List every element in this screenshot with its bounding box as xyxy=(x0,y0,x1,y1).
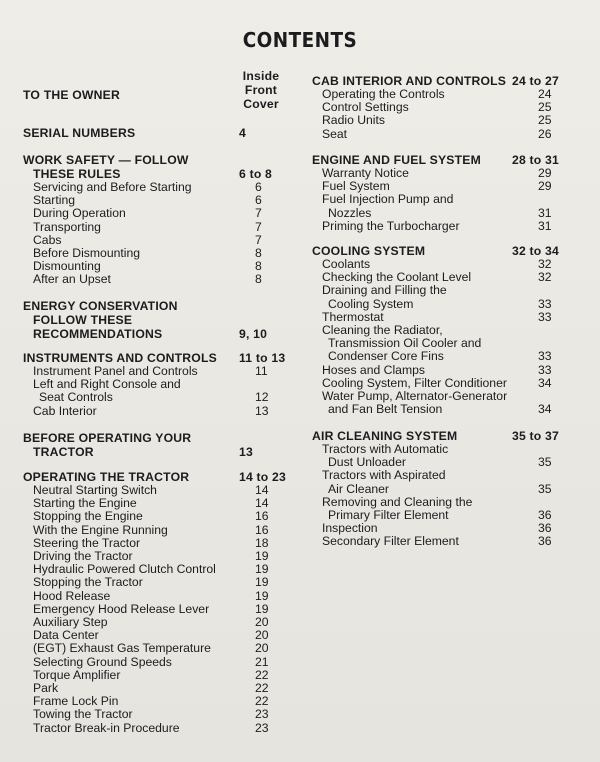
toc-entry-title: Seat Controls xyxy=(39,390,113,405)
toc-entry xyxy=(23,510,283,523)
toc-entry xyxy=(312,496,587,522)
toc-entry-title: Seat xyxy=(322,126,348,141)
toc-entry-page: 7 xyxy=(255,206,262,221)
section-heading-line: TO THE OWNER xyxy=(23,88,120,102)
section-heading xyxy=(312,153,587,167)
toc-entry-page: 32 xyxy=(538,257,552,271)
toc-entry-title: Instrument Panel and Controls xyxy=(33,364,198,378)
toc-entry xyxy=(23,221,283,234)
toc-entry-title: Tractor Break-in Procedure xyxy=(33,720,180,735)
section-heading xyxy=(23,126,283,140)
toc-entry-title: Steering the Tractor xyxy=(33,535,141,550)
toc-section xyxy=(312,244,587,416)
section-items xyxy=(23,484,283,735)
toc-entry xyxy=(23,708,283,721)
section-heading xyxy=(312,244,587,258)
toc-entry-title: During Operation xyxy=(33,206,126,221)
toc-entry-title: Data Center xyxy=(33,628,99,643)
toc-entry xyxy=(312,469,587,495)
toc-entry-page: 32 xyxy=(538,270,552,285)
toc-entry-page: 8 xyxy=(255,272,262,287)
toc-entry-page: 6 xyxy=(255,180,262,194)
toc-entry-page: 20 xyxy=(255,628,269,643)
section-heading-line: FOLLOW THESE xyxy=(33,313,133,327)
toc-entry-page: 21 xyxy=(255,654,269,669)
toc-entry-page: 25 xyxy=(538,113,552,128)
toc-entry-title: Thermostat xyxy=(322,309,384,324)
toc-entry-title: Cabs xyxy=(33,232,62,247)
toc-entry-page: 18 xyxy=(255,535,269,550)
toc-entry xyxy=(23,590,283,603)
section-items xyxy=(312,443,587,549)
toc-entry-page: 33 xyxy=(538,362,552,377)
toc-entry-page: 6 xyxy=(255,193,262,208)
toc-entry xyxy=(23,656,283,669)
section-heading-line: OPERATING THE TRACTOR xyxy=(23,470,190,484)
toc-entry-title: Coolants xyxy=(322,257,371,271)
toc-entry-title: Condenser Core Fins xyxy=(328,349,444,364)
toc-entry-page: 23 xyxy=(255,720,269,735)
toc-entry-title: Hoses and Clamps xyxy=(322,362,425,377)
toc-entry-page: 26 xyxy=(538,126,552,141)
toc-entry-page: 25 xyxy=(538,100,552,115)
toc-entry-title: Removing and Cleaning the xyxy=(322,494,473,509)
toc-entry xyxy=(23,722,283,735)
toc-entry-page: 29 xyxy=(538,179,552,194)
toc-entry xyxy=(312,390,587,416)
section-items xyxy=(23,181,283,287)
toc-entry-page: 8 xyxy=(255,259,262,274)
toc-section xyxy=(23,126,283,140)
toc-entry xyxy=(312,284,587,310)
section-heading xyxy=(23,431,283,459)
toc-entry-title: and Fan Belt Tension xyxy=(328,402,443,417)
toc-section xyxy=(23,299,283,341)
toc-entry xyxy=(23,405,283,418)
toc-entry-title: Air Cleaner xyxy=(328,481,389,496)
toc-section xyxy=(23,69,283,111)
toc-entry-title: Radio Units xyxy=(322,113,385,128)
toc-entry-title: Control Settings xyxy=(322,100,409,115)
section-page: 24 to 27 xyxy=(512,74,559,88)
section-heading-line: AIR CLEANING SYSTEM xyxy=(312,429,458,443)
toc-entry-title: Emergency Hood Release Lever xyxy=(33,601,210,616)
toc-entry-title: Nozzles xyxy=(328,205,372,220)
toc-entry-title: Primary Filter Element xyxy=(328,508,449,523)
toc-entry xyxy=(312,128,587,141)
section-items xyxy=(312,258,587,416)
toc-entry-title: Tractors with Aspirated xyxy=(322,468,446,483)
toc-section xyxy=(23,470,286,735)
toc-entry-page: 19 xyxy=(255,588,269,603)
toc-entry xyxy=(23,669,283,682)
toc-entry-title: Water Pump, Alternator-Generator xyxy=(322,389,508,404)
toc-entry-title: Starting xyxy=(33,193,76,208)
toc-entry-page: 33 xyxy=(538,296,552,311)
toc-entry-title: Torque Amplifier xyxy=(33,667,121,682)
toc-entry-page: 19 xyxy=(255,575,269,590)
toc-entry-title: Cab Interior xyxy=(33,403,97,418)
toc-entry-title: Transmission Oil Cooler and xyxy=(328,336,482,351)
inside-front-cover-note xyxy=(231,69,291,111)
toc-entry xyxy=(312,364,587,377)
toc-entry-page: 36 xyxy=(538,508,552,523)
toc-entry-title: Dust Unloader xyxy=(328,455,406,470)
toc-entry-page: 8 xyxy=(255,246,262,261)
toc-entry xyxy=(312,535,587,548)
section-page: 13 xyxy=(239,445,253,459)
section-heading xyxy=(23,69,283,111)
section-page: 6 to 8 xyxy=(239,167,273,181)
toc-entry-page: 20 xyxy=(255,615,269,630)
toc-section xyxy=(23,351,286,418)
toc-entry-page: 7 xyxy=(255,232,262,247)
section-items xyxy=(312,88,587,141)
toc-entry-title: Warranty Notice xyxy=(322,166,409,180)
section-heading-line: CAB INTERIOR AND CONTROLS xyxy=(312,74,507,88)
toc-entry-title: Cleaning the Radiator, xyxy=(322,323,443,338)
toc-entry-page: 22 xyxy=(255,667,269,682)
toc-entry-title: Park xyxy=(33,681,59,696)
toc-entry xyxy=(23,642,283,655)
toc-entry-page: 24 xyxy=(538,87,552,101)
toc-entry-title: Neutral Starting Switch xyxy=(33,483,157,497)
toc-entry-page: 16 xyxy=(255,509,269,524)
toc-entry-title: Before Dismounting xyxy=(33,246,141,261)
toc-entry-title: (EGT) Exhaust Gas Temperature xyxy=(33,641,211,656)
toc-entry xyxy=(312,193,587,219)
toc-entry-title: Transporting xyxy=(33,219,101,234)
toc-entry-title: Cooling System, Filter Conditioner xyxy=(322,375,507,390)
toc-entry-page: 33 xyxy=(538,349,552,364)
toc-entry-page: 23 xyxy=(255,707,269,722)
toc-entry-page: 31 xyxy=(538,205,552,220)
cover-note-line: Front xyxy=(244,83,278,97)
toc-entry-title: Towing the Tractor xyxy=(33,707,133,722)
toc-section xyxy=(23,431,283,459)
toc-entry-page: 34 xyxy=(538,402,552,417)
toc-entry-title: Cooling System xyxy=(328,296,414,311)
toc-entry-page: 19 xyxy=(255,601,269,616)
section-heading-line: ENERGY CONSERVATION xyxy=(23,299,178,313)
section-page: 11 to 13 xyxy=(239,351,286,365)
section-heading-line: TRACTOR xyxy=(33,445,94,459)
section-page: 32 to 34 xyxy=(512,244,559,258)
section-page: 14 to 23 xyxy=(239,470,286,484)
section-page: 28 to 31 xyxy=(512,153,559,167)
toc-entry-title: Left and Right Console and xyxy=(33,377,181,392)
toc-entry-page: 19 xyxy=(255,562,269,577)
toc-entry-title: Auxiliary Step xyxy=(33,615,108,630)
toc-entry-title: Starting the Engine xyxy=(33,496,137,511)
section-heading-line: THESE RULES xyxy=(33,167,121,181)
section-heading xyxy=(23,153,283,181)
toc-entry-title: Stopping the Engine xyxy=(33,509,143,524)
toc-entry-title: Selecting Ground Speeds xyxy=(33,654,172,669)
toc-section xyxy=(312,429,587,549)
cover-note-line: Inside xyxy=(242,69,280,83)
toc-entry xyxy=(312,443,587,469)
toc-entry xyxy=(312,324,587,364)
toc-entry-page: 33 xyxy=(538,309,552,324)
toc-entry-page: 7 xyxy=(255,219,262,234)
toc-entry xyxy=(23,273,283,286)
toc-entry-title: Tractors with Automatic xyxy=(322,442,449,456)
toc-entry-title: Operating the Controls xyxy=(322,87,445,101)
cover-note-line: Cover xyxy=(243,97,279,111)
toc-entry-title: After an Upset xyxy=(33,272,111,287)
toc-entry-title: Driving the Tractor xyxy=(33,549,133,564)
section-heading-line: RECOMMENDATIONS xyxy=(33,327,163,341)
toc-section xyxy=(312,153,587,233)
toc-entry-title: With the Engine Running xyxy=(33,522,168,537)
toc-entry xyxy=(23,524,283,537)
toc-entry-page: 22 xyxy=(255,694,269,709)
section-heading-line: INSTRUMENTS AND CONTROLS xyxy=(23,351,217,365)
section-heading-line: SERIAL NUMBERS xyxy=(23,126,136,140)
toc-entry-title: Hood Release xyxy=(33,588,111,603)
toc-entry-page: 34 xyxy=(538,375,552,390)
toc-entry-title: Fuel Injection Pump and xyxy=(322,192,454,207)
toc-entry-title: Priming the Turbocharger xyxy=(322,218,460,233)
section-heading xyxy=(312,74,587,88)
toc-entry-title: Fuel System xyxy=(322,179,390,194)
toc-entry-page: 31 xyxy=(538,218,552,233)
toc-entry xyxy=(23,207,283,220)
section-heading-line: COOLING SYSTEM xyxy=(312,244,426,258)
page-title: CONTENTS xyxy=(242,28,358,52)
toc-entry-page: 12 xyxy=(255,390,269,405)
section-items xyxy=(23,365,283,418)
toc-entry-title: Draining and Filling the xyxy=(322,283,447,298)
toc-entry-page: 14 xyxy=(255,483,269,497)
toc-entry xyxy=(312,220,587,233)
toc-entry-title: Hydraulic Powered Clutch Control xyxy=(33,562,216,577)
toc-entry-title: Servicing and Before Starting xyxy=(33,180,192,194)
toc-entry-page: 11 xyxy=(255,364,268,378)
toc-entry xyxy=(23,378,283,404)
section-heading-line: BEFORE OPERATING YOUR xyxy=(23,431,192,445)
section-heading xyxy=(23,470,286,484)
toc-entry-page: 22 xyxy=(255,681,269,696)
toc-entry-title: Dismounting xyxy=(33,259,101,274)
toc-entry-page: 14 xyxy=(255,496,269,511)
toc-entry-page: 36 xyxy=(538,534,552,549)
toc-entry-title: Inspection xyxy=(322,521,378,536)
toc-entry xyxy=(312,114,587,127)
toc-entry-page: 16 xyxy=(255,522,269,537)
toc-entry-title: Frame Lock Pin xyxy=(33,694,119,709)
section-page: 4 xyxy=(239,126,246,140)
section-heading xyxy=(23,351,286,365)
section-items xyxy=(312,167,587,233)
section-page: 35 to 37 xyxy=(512,429,559,443)
section-heading-line: WORK SAFETY — FOLLOW xyxy=(23,153,189,167)
toc-entry-page: 13 xyxy=(255,403,269,418)
section-heading xyxy=(312,429,587,443)
toc-entry-page: 20 xyxy=(255,641,269,656)
toc-section xyxy=(23,153,283,287)
section-heading-line: ENGINE AND FUEL SYSTEM xyxy=(312,153,481,167)
toc-entry-page: 35 xyxy=(538,481,552,496)
toc-section xyxy=(312,74,587,141)
toc-entry-title: Secondary Filter Element xyxy=(322,534,459,549)
toc-entry xyxy=(23,576,283,589)
toc-entry-page: 35 xyxy=(538,455,552,470)
section-heading xyxy=(23,299,283,341)
toc-entry-title: Stopping the Tractor xyxy=(33,575,143,590)
toc-entry-page: 19 xyxy=(255,549,269,564)
section-page: 9, 10 xyxy=(239,327,268,341)
toc-entry-title: Checking the Coolant Level xyxy=(322,270,472,285)
toc-entry-page: 36 xyxy=(538,521,552,536)
toc-entry-page: 29 xyxy=(538,166,552,180)
